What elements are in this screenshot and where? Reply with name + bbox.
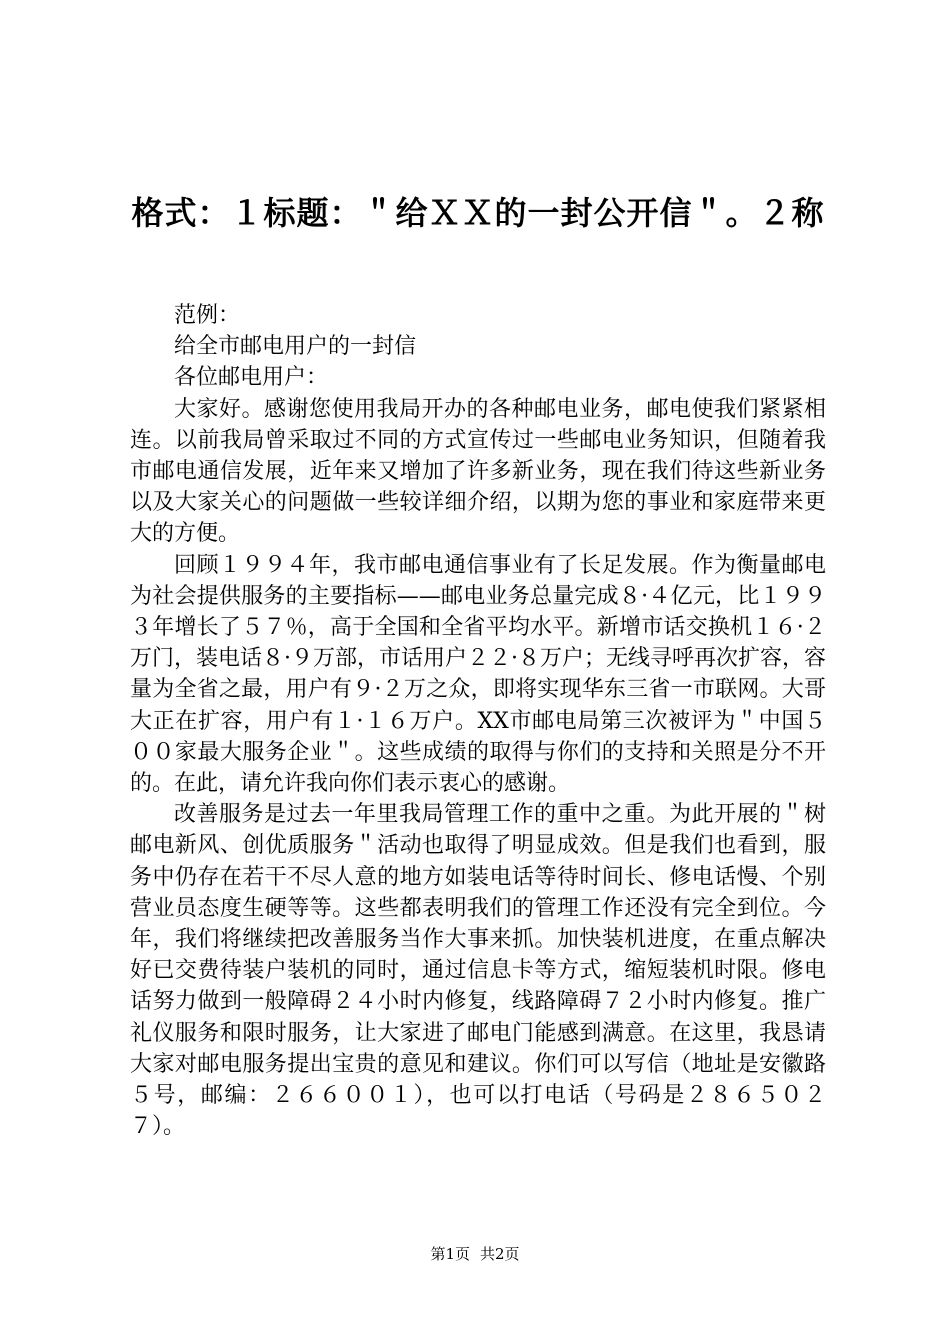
paragraph-example-label: 范例： [174,303,241,328]
paragraph-review: 回顾１９９４年，我市邮电通信事业有了长足发展。作为衡量邮电为社会提供服务的主要指标——邮电业务总量完成８·４亿元，比１９９３年增长了５７％，高于全国和全省平均水平。新增市话交换机１６·２万门，装电话８·９万部，市话用户２２·８万户；无线寻呼再次扩容，容量为全省之最，用户有９·２万之众，即将实现华东三省一市联网。大哥大正在扩容，用户有１·１６万户。XX市邮电局第三次被评为＂中国５００家最大服务企业＂。这些成绩的取得与你们的支持和关照是分不开的。在此，请允许我向你们表示衷心的感谢。 [130,552,826,797]
document-body [130,300,826,1142]
document-title: 格式：１标题：＂给ＸＸ的一封公开信＂。２称 [131,194,825,232]
page-number-total: 共2页 [480,1245,520,1263]
paragraph-salutation: 各位邮电用户： [174,365,329,391]
paragraph-service: 改善服务是过去一年里我局管理工作的重中之重。为此开展的＂树邮电新风、创优质服务＂活动也取得了明显成效。但是我们也看到，服务中仍存在若干不尽人意的地方如装电话等待时间长、修电话慢、个别营业员态度生硬等等。这些都表明我们的管理工作还没有完全到位。今年，我们将继续把改善服务当作大事来抓。加快装机进度，在重点解决好已交费待装户装机的同时，通过信息卡等方式，缩短装机时限。修电话努力做到一般障碍２４小时内修复，线路障碍７２小时内修复。推广礼仪服务和限时服务，让大家进了邮电门能感到满意。在这里，我恳请大家对邮电服务提出宝贵的意见和建议。你们可以写信（地址是安徽路５号，邮编：２６６００１），也可以打电话（号码是２８６５０２７）。 [130,802,826,1140]
paragraph-greeting: 大家好。感谢您使用我局开办的各种邮电业务，邮电使我们紧紧相连。以前我局曾采取过不同的方式宣传过一些邮电业务知识，但随着我市邮电通信发展，近年来又增加了许多新业务，现在我们待这些新业务以及大家关心的问题做一些较详细介绍，以期为您的事业和家庭带来更大的方便。 [130,396,826,547]
paragraph-letter-heading: 给全市邮电用户的一封信 [174,334,417,360]
page-footer [0,1244,950,1264]
page-number-current: 第1页 [430,1245,470,1263]
